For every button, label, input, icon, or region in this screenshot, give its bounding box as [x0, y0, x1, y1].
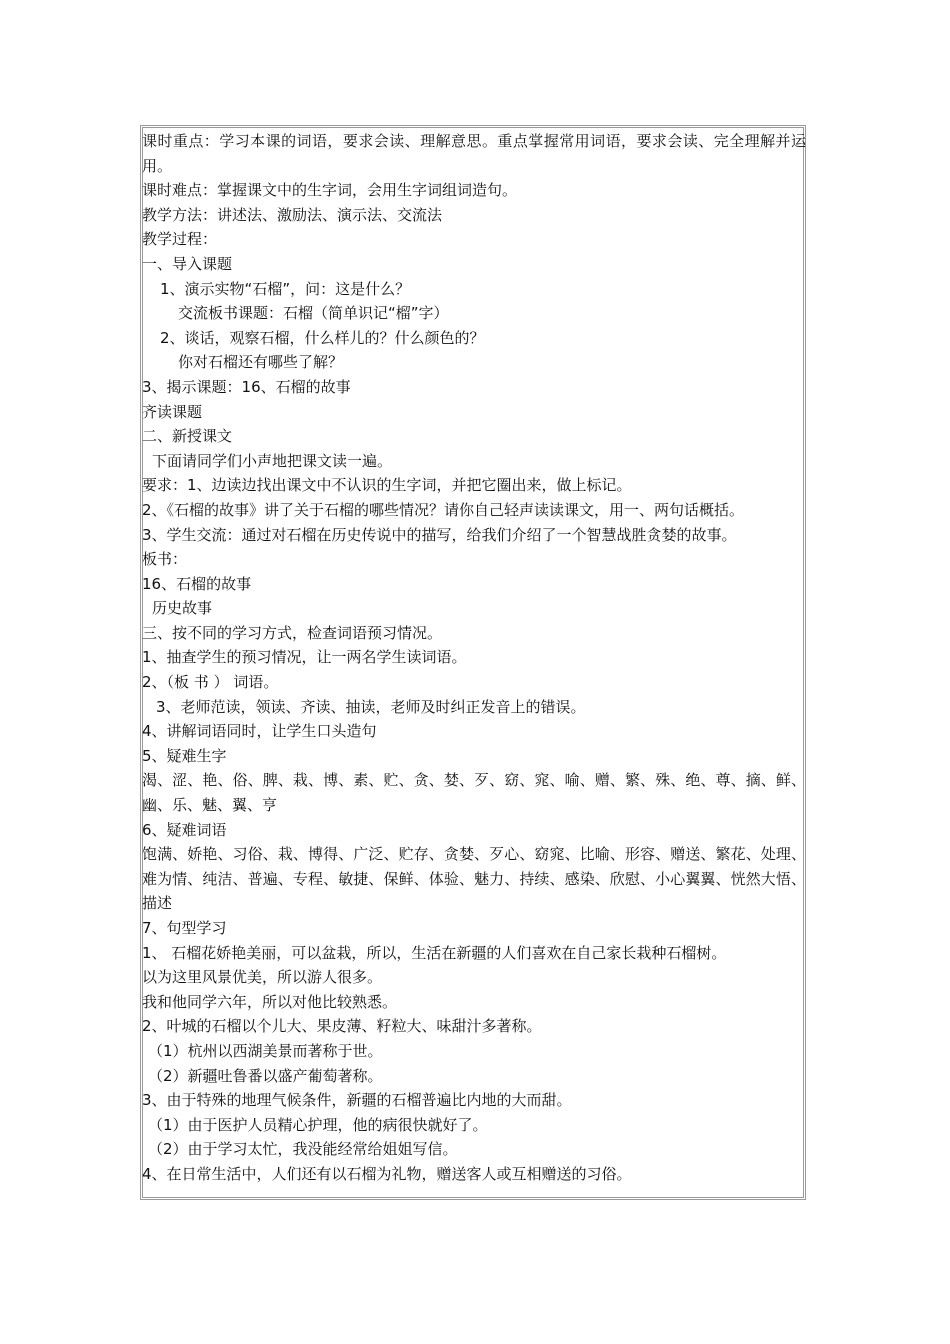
text-line: 1、抽查学生的预习情况，让一两名学生读词语。 — [142, 648, 467, 667]
paragraph-difficulties: 课时难点：掌握课文中的生字词，会用生字词组词造句。 — [142, 181, 518, 200]
text-line: 2、《石榴的故事》讲了关于石榴的哪些情况？请你自己轻声读读课文，用一、两句话概括。 — [142, 500, 745, 519]
text-line: 3、揭示课题：16、石榴的故事 — [142, 377, 351, 396]
text-line: 以为这里风景优美，所以游人很多。 — [142, 968, 383, 987]
text-line: 3、由于特殊的地理气候条件，新疆的石榴普遍比内地的大而甜。 — [142, 1091, 572, 1110]
text-line: （2）新疆吐鲁番以盛产葡萄著称。 — [148, 1066, 383, 1085]
text-line: 3、老师范读，领读、齐读、抽读，老师及时纠正发音上的错误。 — [156, 697, 586, 716]
text-line: 4、讲解词语同时，让学生口头造句 — [142, 722, 377, 741]
text-line: 3、学生交流：通过对石榴在历史传说中的描写，给我们介绍了一个智慧战胜贪婪的故事。 — [142, 525, 737, 544]
text-line: 2、叶城的石榴以个儿大、果皮薄、籽粒大、味甜汁多著称。 — [142, 1017, 542, 1036]
text-line: （2）由于学习太忙，我没能经常给姐姐写信。 — [148, 1140, 458, 1159]
text-line: 5、疑难生字 — [142, 746, 227, 765]
text-line: 1、演示实物“石榴”，问：这是什么？ — [160, 279, 411, 298]
text-line: 2、谈话，观察石榴，什么样儿的？什么颜色的？ — [160, 328, 485, 347]
text-line: 16、石榴的故事 — [142, 574, 252, 593]
text-line: 4、在日常生活中，人们还有以石榴为礼物，赠送客人或互相赠送的习俗。 — [142, 1164, 632, 1183]
paragraph-methods: 教学方法：讲述法、激励法、演示法、交流法 — [142, 205, 443, 224]
vocabulary-list: 饱满、娇艳、习俗、栽、博得、广泛、贮存、贪婪、歹心、窈窕、比喻、形容、赠送、繁花、处理、难为情、纯洁、普遍、专程、敏捷、保鲜、体验、魅力、持续、感染、欣慰、小心翼翼、恍然大悟、描述 — [142, 845, 806, 913]
text-line: 交流板书课题：石榴（简单识记“榴”字） — [178, 304, 449, 323]
text-line: 你对石榴还有哪些了解？ — [178, 353, 344, 372]
text-line: 7、句型学习 — [142, 919, 227, 937]
section-2-heading: 二、新授课文 — [142, 427, 233, 446]
text-line: 板书： — [142, 550, 188, 569]
text-line: 1、 石榴花娇艳美丽，可以盆栽，所以，生活在新疆的人们喜欢在自己家长栽种石榴树。 — [142, 943, 727, 962]
text-line: 要求：1、边读边找出课文中不认识的生字词，并把它圈出来，做上标记。 — [142, 476, 632, 495]
section-1-heading: 一、导入课题 — [142, 254, 233, 273]
text-line: 历史故事 — [152, 599, 213, 618]
character-list: 渴、涩、艳、俗、脾、栽、博、素、贮、贪、婪、歹、窈、窕、喻、赠、繁、殊、绝、尊、摘、鲜、幽、乐、魅、翼、亨 — [142, 771, 806, 815]
text-line: 6、疑难词语 — [142, 820, 227, 839]
paragraph-key-points: 课时重点：学习本课的词语，要求会读、理解意思。重点掌握常用词语，要求会读、完全理解并运用。 — [142, 132, 806, 175]
text-line: （1）杭州以西湖美景而著称于世。 — [148, 1041, 383, 1060]
text-line: 下面请同学们小声地把课文读一遍。 — [152, 451, 393, 470]
text-line: 我和他同学六年，所以对他比较熟悉。 — [142, 992, 398, 1011]
heading-process: 教学过程： — [142, 230, 218, 249]
section-3-heading: 三、按不同的学习方式，检查词语预习情况。 — [142, 623, 443, 642]
text-line: 2、（板 书 ） 词语。 — [142, 673, 279, 692]
text-line: （1）由于医护人员精心护理，他的病很快就好了。 — [148, 1115, 488, 1134]
text-line: 齐读课题 — [142, 402, 203, 421]
lesson-plan-body — [142, 129, 806, 1187]
